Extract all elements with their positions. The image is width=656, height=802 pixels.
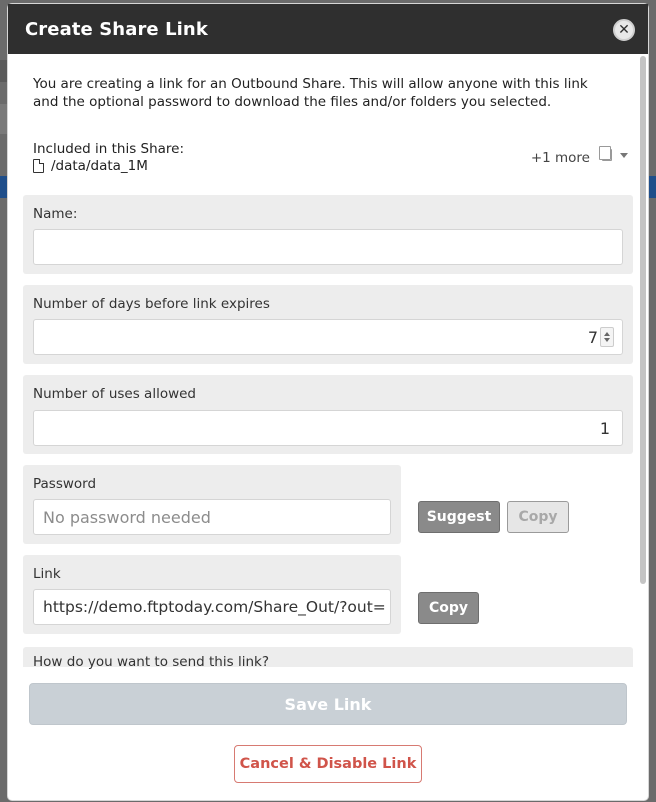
modal-body[interactable] <box>8 54 648 670</box>
scrollbar[interactable] <box>640 56 646 584</box>
expires-input[interactable] <box>33 319 623 355</box>
included-label: Included in this Share: <box>33 141 185 157</box>
chevron-up-icon <box>604 332 610 336</box>
name-input[interactable] <box>33 229 623 265</box>
name-field-group <box>23 195 633 274</box>
name-label: Name: <box>33 206 78 222</box>
create-share-link-modal <box>8 4 648 800</box>
copy-link-button[interactable]: Copy <box>418 592 479 624</box>
uses-input[interactable]: 1 <box>33 410 623 446</box>
included-file <box>33 158 148 174</box>
link-input[interactable]: https://demo.ftptoday.com/Share_Out/?out= <box>33 589 391 625</box>
included-file-path: /data/data_1M <box>51 158 148 174</box>
file-icon <box>33 159 44 173</box>
chevron-down-icon <box>604 338 610 342</box>
copy-icon <box>602 149 612 161</box>
suggest-password-button[interactable]: Suggest <box>418 501 500 533</box>
expires-field-group <box>23 285 633 364</box>
password-field-group <box>23 465 401 544</box>
link-field-group <box>23 555 401 634</box>
uses-field-group <box>23 375 633 454</box>
copy-password-button[interactable]: Copy <box>507 501 569 533</box>
cancel-disable-link-button[interactable]: Cancel & Disable Link <box>234 745 422 783</box>
number-spinner[interactable] <box>600 327 614 347</box>
expires-label: Number of days before link expires <box>33 296 270 312</box>
intro-text: You are creating a link for an Outbound Share. This will allow anyone with this link and the optional password to download the files and/or folders you selected. <box>33 76 588 110</box>
modal-title: Create Share Link <box>25 18 208 40</box>
uses-label: Number of uses allowed <box>33 386 196 402</box>
expires-value: 7 <box>587 327 598 347</box>
notify-field-group <box>23 647 633 670</box>
chevron-down-icon <box>620 153 628 158</box>
password-label: Password <box>33 476 97 492</box>
copy-dropdown[interactable] <box>602 149 628 161</box>
close-icon[interactable]: ✕ <box>613 19 635 41</box>
save-link-button[interactable]: Save Link <box>29 683 627 725</box>
modal-header <box>8 4 648 54</box>
more-files-link[interactable]: +1 more <box>530 150 590 166</box>
notify-label: How do you want to send this link? <box>33 654 269 670</box>
password-input[interactable]: No password needed <box>33 499 391 535</box>
link-label: Link <box>33 566 61 582</box>
